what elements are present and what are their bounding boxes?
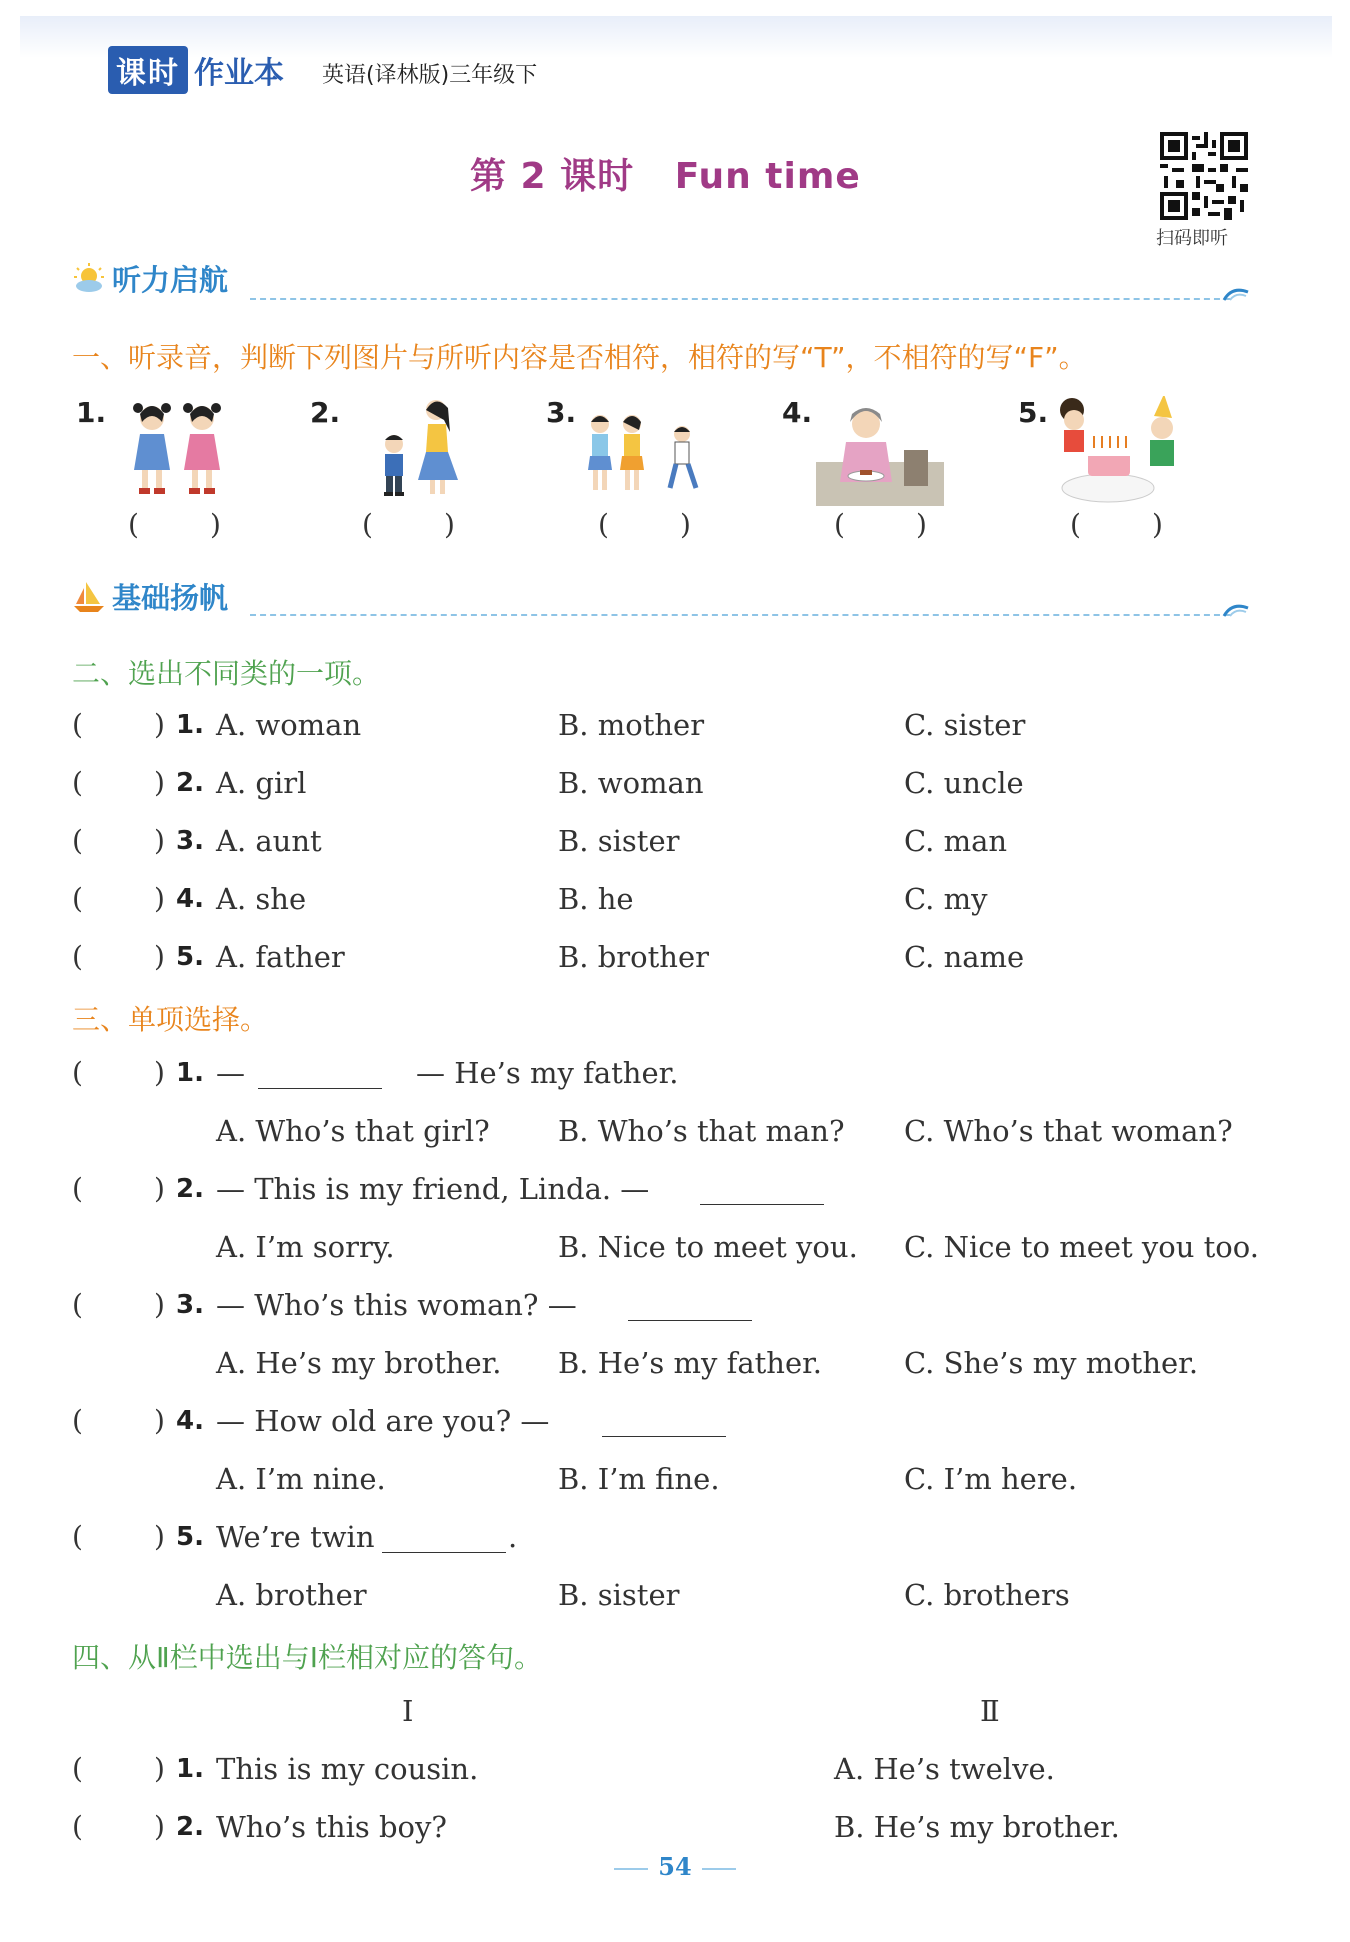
answer-blank[interactable]: [602, 1408, 726, 1437]
item-number: 1.: [176, 1058, 204, 1088]
option-a: A. she: [216, 882, 307, 916]
q1-answer-open: (: [834, 508, 845, 541]
sailboat-icon: [72, 580, 106, 614]
option-c: C. She’s my mother.: [904, 1346, 1199, 1380]
q1-answer-close: ): [680, 508, 691, 541]
q3-item: ( ) 3. — Who’s this woman? —: [72, 1288, 1312, 1328]
option-b: B. he: [558, 882, 634, 916]
q3-item: ( ) 1. — — He’s my father.: [72, 1056, 679, 1090]
option-c: C. name: [904, 940, 1025, 974]
page-number-value: 54: [658, 1852, 692, 1881]
qr-caption: 扫码即听: [1156, 228, 1228, 249]
question-stem: —: [216, 1056, 245, 1090]
q3-options: [72, 1114, 1312, 1154]
brand-box: 课时: [108, 46, 188, 94]
option-c: C. sister: [904, 708, 1026, 742]
q3-item: ( ) 5. We’re twin .: [72, 1520, 518, 1554]
option-b: B. sister: [558, 824, 680, 858]
column-i-heading: Ⅰ: [402, 1694, 414, 1728]
question-stem: We’re twin: [216, 1520, 375, 1554]
q4-item: ( ) 1. This is my cousin. A. He’s twelve.: [72, 1752, 1055, 1786]
question-stem: — Who’s this woman? —: [216, 1288, 577, 1322]
option-b: B. sister: [558, 1578, 680, 1612]
option-c: C. uncle: [904, 766, 1024, 800]
section-basics: [72, 576, 228, 617]
item-number: 5.: [176, 1522, 204, 1552]
option-a: A. I’m nine.: [216, 1462, 386, 1496]
brand-rest: 作业本: [194, 56, 284, 91]
qr-code-icon: [1160, 132, 1248, 220]
option-a: A. brother: [216, 1578, 367, 1612]
item-number: 1.: [176, 1754, 204, 1784]
woman-at-table-picture: [816, 402, 944, 506]
q3-item: ( ) 2. — This is my friend, Linda. —: [72, 1172, 1312, 1212]
q1-answer-open: (: [1070, 508, 1081, 541]
column-ii-sentence: B. He’s my brother.: [834, 1810, 1120, 1844]
option-b: B. brother: [558, 940, 709, 974]
item-number: 1.: [176, 710, 204, 740]
q1-item-num: 1.: [76, 396, 107, 429]
q1-answer-open: (: [598, 508, 609, 541]
section-divider: [250, 614, 1230, 616]
option-b: B. Who’s that man?: [558, 1114, 845, 1148]
q3-options: [72, 1346, 1312, 1386]
answer-blank[interactable]: [628, 1292, 752, 1321]
q1-answer-close: ): [1152, 508, 1163, 541]
question-stem-end: — He’s my father.: [416, 1056, 679, 1090]
option-c: C. I’m here.: [904, 1462, 1078, 1496]
column-ii-sentence: A. He’s twelve.: [834, 1752, 1055, 1786]
lesson-title: 第 2 课时 Fun time: [470, 156, 861, 197]
option-a: A. woman: [216, 708, 362, 742]
question-stem-end: .: [508, 1520, 518, 1554]
item-number: 2.: [176, 1174, 204, 1204]
option-a: A. father: [216, 940, 345, 974]
answer-blank[interactable]: [258, 1060, 382, 1089]
q3-options: [72, 1578, 1312, 1618]
item-number: 3.: [176, 826, 204, 856]
three-children-picture: [584, 410, 708, 500]
q4-item: ( ) 2. Who’s this boy? B. He’s my brother.: [72, 1810, 1120, 1844]
item-number: 2.: [176, 768, 204, 798]
q1-answer-open: (: [362, 508, 373, 541]
item-number: 4.: [176, 1406, 204, 1436]
question-stem: — This is my friend, Linda. —: [216, 1172, 650, 1206]
brand-logo: [108, 48, 284, 92]
q1-heading: 一、听录音，判断下列图片与所听内容是否相符，相符的写“T”，不相符的写“F”。: [72, 341, 1087, 374]
wave-icon: [1222, 284, 1250, 302]
q1-item-num: 2.: [310, 396, 341, 429]
q3-options: [72, 1462, 1312, 1502]
question-stem: — How old are you? —: [216, 1404, 550, 1438]
sun-cloud-icon: [72, 262, 106, 296]
option-a: A. aunt: [216, 824, 322, 858]
option-a: A. I’m sorry.: [216, 1230, 395, 1264]
section-divider: [250, 298, 1230, 300]
q1-answer-close: ): [444, 508, 455, 541]
q1-answer-close: ): [210, 508, 221, 541]
q4-heading: 四、从Ⅱ栏中选出与Ⅰ栏相对应的答句。: [72, 1641, 543, 1674]
option-b: B. He’s my father.: [558, 1346, 823, 1380]
q3-heading: 三、单项选择。: [72, 1003, 269, 1036]
option-a: A. girl: [216, 766, 307, 800]
two-girls-picture: [122, 396, 232, 498]
q3-item: ( ) 4. — How old are you? —: [72, 1404, 1312, 1444]
option-c: C. Who’s that woman?: [904, 1114, 1233, 1148]
item-number: 5.: [176, 942, 204, 972]
option-a: A. Who’s that girl?: [216, 1114, 490, 1148]
q2-heading: 二、选出不同类的一项。: [72, 657, 381, 690]
option-c: C. my: [904, 882, 988, 916]
wave-icon: [1222, 600, 1250, 618]
answer-blank[interactable]: [700, 1176, 824, 1205]
section-listening-title: 听力启航: [112, 263, 229, 297]
option-c: C. man: [904, 824, 1008, 858]
option-a: A. He’s my brother.: [216, 1346, 502, 1380]
section-basics-title: 基础扬帆: [112, 581, 229, 615]
option-c: C. Nice to meet you too.: [904, 1230, 1259, 1264]
answer-blank[interactable]: [382, 1524, 506, 1553]
option-c: C. brothers: [904, 1578, 1070, 1612]
boy-and-woman-picture: [372, 396, 472, 500]
option-b: B. woman: [558, 766, 704, 800]
option-b: B. mother: [558, 708, 705, 742]
q1-answer-close: ): [916, 508, 927, 541]
q1-item-num: 5.: [1018, 396, 1049, 429]
section-listening: [72, 258, 228, 299]
q1-item-num: 3.: [546, 396, 577, 429]
option-b: B. I’m fine.: [558, 1462, 720, 1496]
column-i-sentence: This is my cousin.: [216, 1752, 479, 1786]
item-number: 4.: [176, 884, 204, 914]
column-i-sentence: Who’s this boy?: [216, 1810, 447, 1844]
column-ii-heading: Ⅱ: [980, 1694, 1000, 1728]
q3-options: [72, 1230, 1312, 1270]
option-b: B. Nice to meet you.: [558, 1230, 858, 1264]
page-number: [0, 1852, 1350, 1881]
item-number: 2.: [176, 1812, 204, 1842]
book-subtitle: 英语(译林版)三年级下: [322, 63, 538, 88]
q1-item-num: 4.: [782, 396, 813, 429]
item-number: 3.: [176, 1290, 204, 1320]
birthday-cake-picture: [1058, 396, 1178, 504]
q1-answer-open: (: [128, 508, 139, 541]
